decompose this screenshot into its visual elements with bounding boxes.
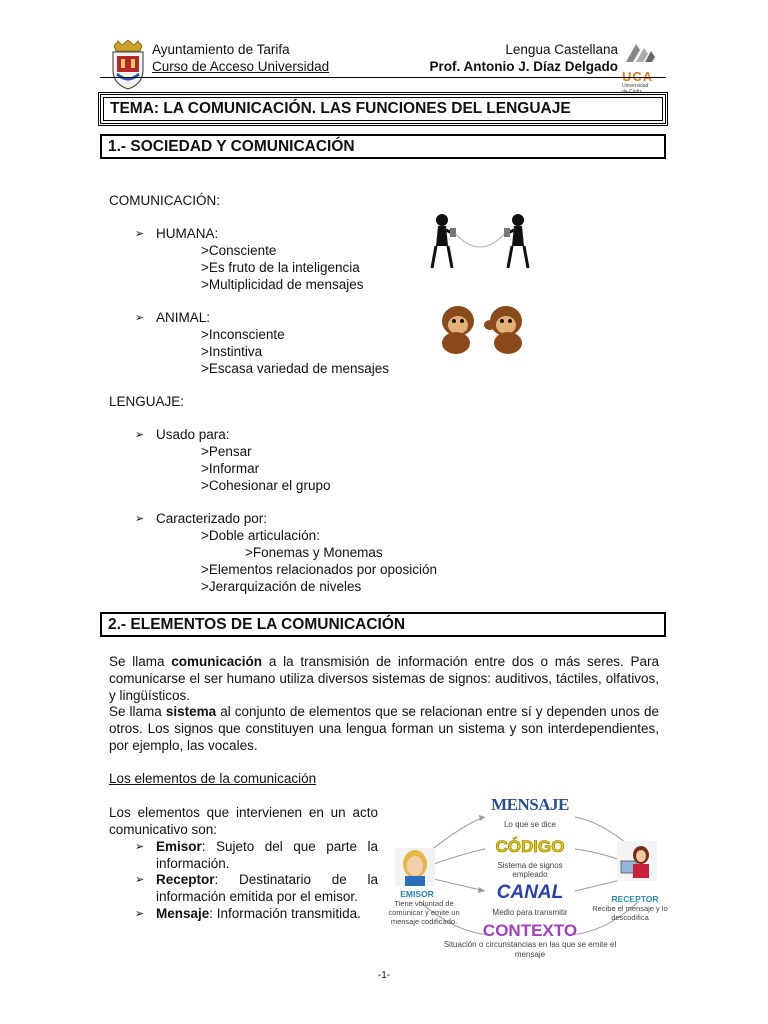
- caracterizado-item: >Elementos relacionados por oposición: [201, 562, 438, 577]
- usado-item: >Informar: [201, 461, 260, 476]
- humana-item: >Es fruto de la inteligencia: [201, 260, 360, 275]
- usado-item: >Cohesionar el grupo: [201, 478, 331, 493]
- element-mensaje: Mensaje: Información transmitida.: [156, 906, 361, 921]
- section1-title: 1.- SOCIEDAD Y COMUNICACIÓN: [108, 138, 355, 155]
- monkeys-illustration: [432, 303, 532, 358]
- usado-item: >Pensar: [201, 444, 252, 459]
- section2-title-box: [100, 612, 666, 637]
- emisor-portrait-icon: [395, 848, 435, 886]
- humana-item: >Multiplicidad de mensajes: [201, 277, 364, 292]
- uca-logo-text: UCA: [622, 69, 654, 84]
- mensaje-sub: Lo que se dice: [503, 820, 557, 829]
- mensaje-label: MENSAJE: [491, 795, 569, 814]
- codigo-sub1: Sistema de signos: [497, 861, 563, 870]
- humana-item: >Consciente: [201, 243, 277, 258]
- canal-label: CANAL: [496, 882, 564, 903]
- lenguaje-label: LENGUAJE:: [109, 394, 185, 409]
- tarifa-crest-icon: [108, 40, 148, 90]
- receptor-sub1: Recibe el mensaje y lo: [592, 904, 668, 913]
- header-rule: [100, 77, 666, 78]
- receptor-sub2: descodifica: [611, 913, 649, 922]
- usado-label: Usado para:: [156, 427, 230, 442]
- page-number: -1-: [377, 970, 391, 981]
- emisor-sub1: Tiene voluntad de: [394, 899, 454, 908]
- contexto-sub2: mensaje: [514, 950, 546, 959]
- animal-item: >Instintiva: [201, 344, 263, 359]
- communication-diagram: [385, 793, 675, 965]
- uca-logo-sub1: Universidad: [622, 83, 649, 89]
- section1-title-box: [100, 134, 666, 159]
- arrow-bullet-icon: ➢: [135, 841, 145, 853]
- caracterizado-subitem: >Fonemas y Monemas: [245, 545, 383, 560]
- codigo-label: CÓDIGO: [495, 837, 565, 856]
- term-comunicacion: comunicación: [171, 654, 263, 669]
- tema-title: TEMA: LA COMUNICACIÓN. LAS FUNCIONES DEL LENGUAJE: [110, 100, 571, 117]
- term-sistema: sistema: [165, 704, 217, 719]
- arrow-bullet-icon: ➢: [135, 312, 145, 324]
- arrow-bullet-icon: ➢: [135, 228, 145, 240]
- contexto-sub1: Situación o circunstancias en las que se emite el: [443, 940, 617, 949]
- uca-logo: [622, 40, 660, 95]
- emisor-sub3: mensaje codificado.: [390, 917, 458, 926]
- receptor-label: RECEPTOR: [611, 894, 659, 904]
- caracterizado-item: >Jerarquización de niveles: [201, 579, 362, 594]
- uca-logo-icon: [622, 40, 660, 66]
- codigo-sub2: empleado: [512, 870, 548, 879]
- definition-comunicacion: Se llama comunicación a la transmisión de información entre dos o más seres. Para comunicarse el ser humano utiliza diversos sistemas de signos: auditivos, táctiles, olfativos, y lingüísticos.: [109, 654, 659, 703]
- emisor-label: EMISOR: [400, 889, 434, 899]
- header-right-line1: Lengua Castellana: [505, 42, 618, 57]
- uca-logo-sub2: de Cádiz: [622, 89, 642, 95]
- header-right-line2: Prof. Antonio J. Díaz Delgado: [429, 59, 618, 74]
- animal-item: >Escasa variedad de mensajes: [201, 361, 389, 376]
- header-left-line2: Curso de Acceso Universidad: [152, 59, 330, 74]
- contexto-label: CONTEXTO: [482, 921, 578, 940]
- definition-sistema: Se llama sistema al conjunto de elementos que se relacionan entre sí y dependen unos de otros. Los signos que constituyen una lengua forman un sistema y son interdependientes, por ejemplo, las vocales.: [109, 704, 659, 753]
- tema-title-box: [100, 94, 666, 124]
- canal-sub: Medio para transmitir: [492, 908, 568, 917]
- header-left-line1: Ayuntamiento de Tarifa: [152, 42, 290, 57]
- humana-label: HUMANA:: [156, 226, 219, 241]
- arrow-bullet-icon: ➢: [135, 429, 145, 441]
- elements-intro: Los elementos que intervienen en un acto comunicativo son:: [109, 805, 378, 837]
- element-emisor: Emisor: Sujeto del que parte la información.: [156, 839, 378, 871]
- animal-item: >Inconsciente: [201, 327, 285, 342]
- section2-title: 2.- ELEMENTOS DE LA COMUNICACIÓN: [108, 616, 406, 633]
- arrow-bullet-icon: ➢: [135, 908, 145, 920]
- caracterizado-label: Caracterizado por:: [156, 511, 268, 526]
- caracterizado-item: >Doble articulación:: [201, 528, 320, 543]
- elements-subheading: Los elementos de la comunicación: [109, 771, 317, 786]
- receptor-portrait-icon: [617, 841, 657, 881]
- emisor-sub2: comunicar y emite un: [388, 908, 460, 917]
- tin-can-phone-illustration: [430, 212, 530, 272]
- comunicacion-label: COMUNICACIÓN:: [109, 193, 220, 208]
- arrow-bullet-icon: ➢: [135, 513, 145, 525]
- arrow-bullet-icon: ➢: [135, 874, 145, 886]
- animal-label: ANIMAL:: [156, 310, 211, 325]
- element-receptor: Receptor: Destinatario de la información emitida por el emisor.: [156, 872, 378, 904]
